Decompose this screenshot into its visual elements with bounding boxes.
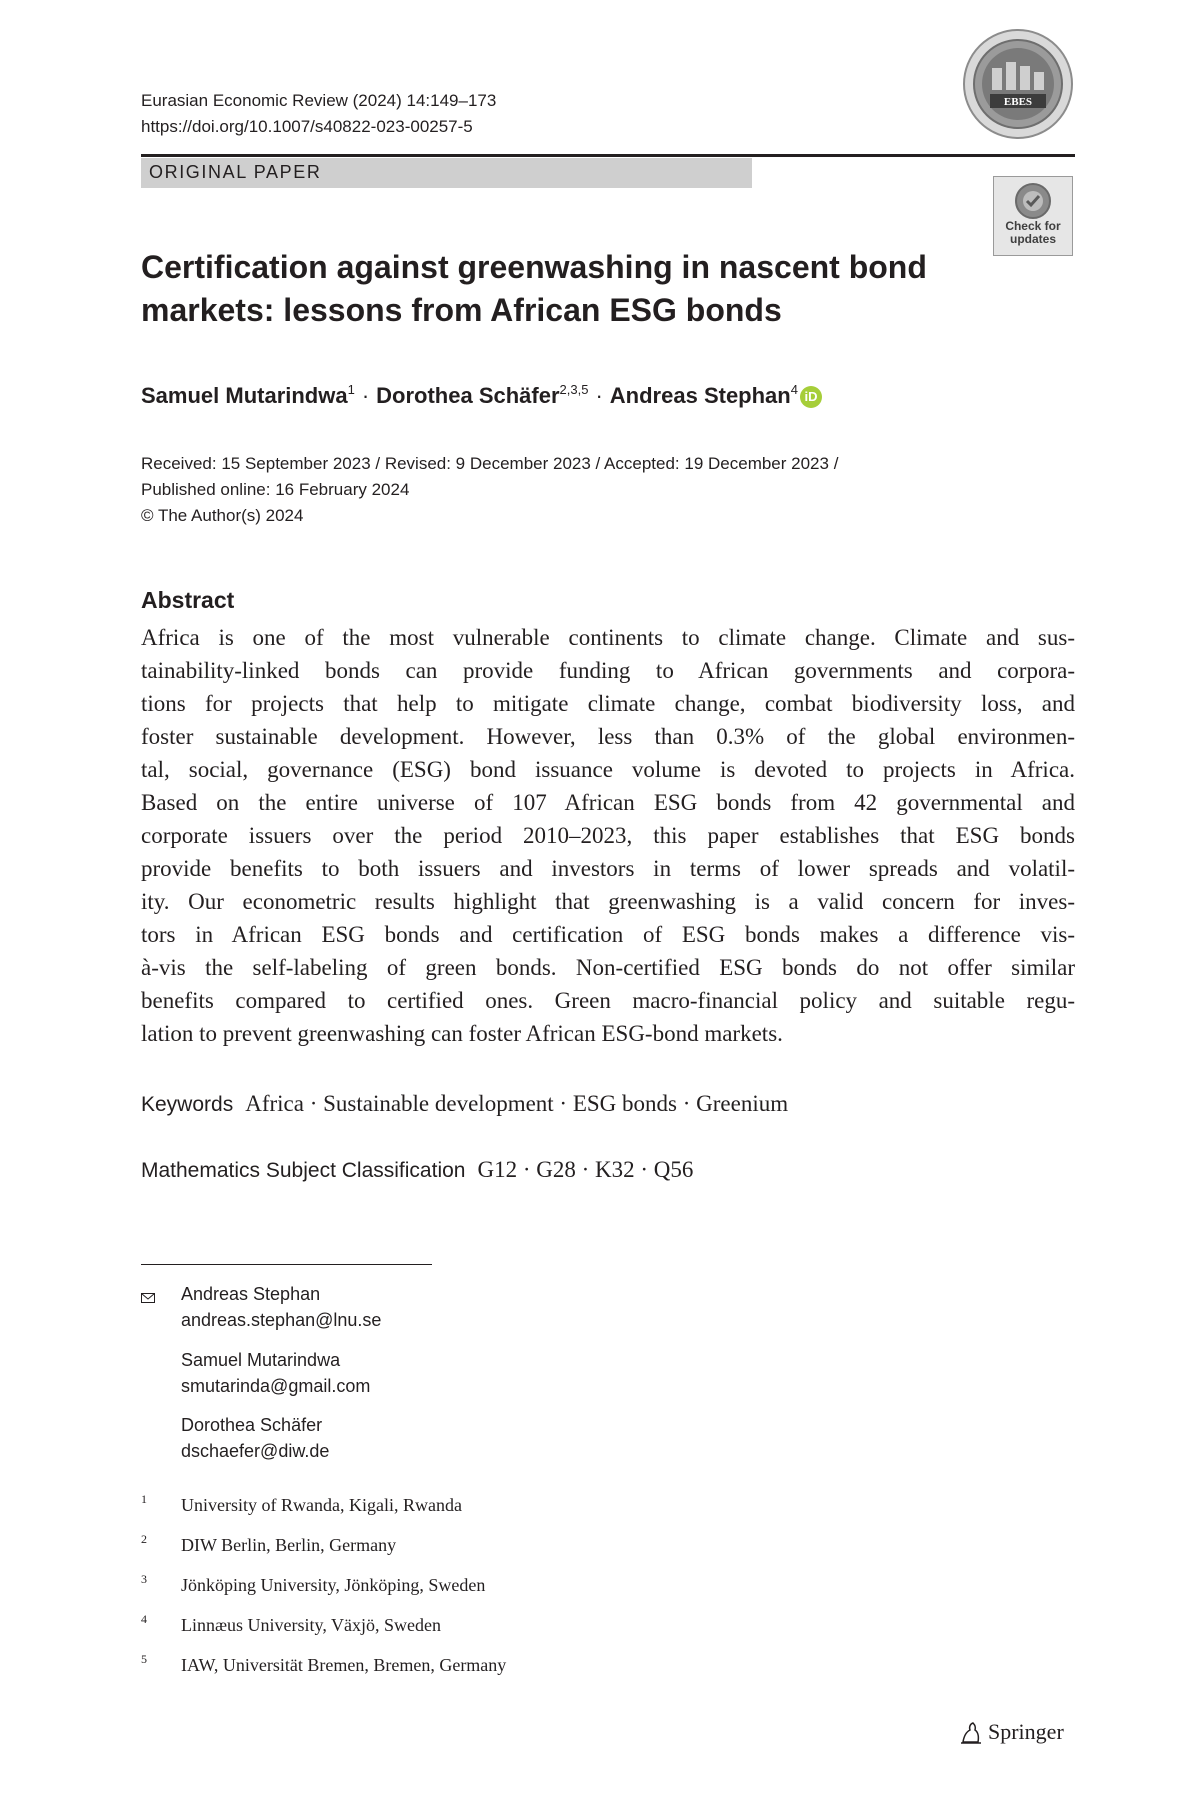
abstract-body (141, 621, 1075, 1050)
author-affiliation-ref: 1 (347, 382, 355, 397)
author-affiliation-ref: 2,3,5 (559, 382, 589, 397)
envelope-icon (141, 1290, 155, 1308)
keywords-line (141, 1089, 788, 1120)
contact-name: Andreas Stephan (181, 1284, 321, 1304)
abstract-line: tainability-linked bonds can provide funding to African governments and corpora- (141, 658, 1075, 683)
abstract-line: tions for projects that help to mitigate climate change, combat biodiversity loss, and (141, 691, 1075, 716)
abstract-line: lation to prevent greenwashing can foster African ESG-bond markets. (141, 1021, 783, 1046)
abstract-line: Based on the entire universe of 107 African ESG bonds from 42 governmental and (141, 790, 1075, 815)
header-rule (141, 154, 1075, 157)
abstract-line: foster sustainable development. However, less than 0.3% of the global environmen- (141, 724, 1075, 749)
contact-email[interactable]: andreas.stephan@lnu.se (181, 1310, 382, 1330)
abstract-line: Africa is one of the most vulnerable continents to climate change. Climate and sus- (141, 625, 1075, 650)
authors-line (141, 375, 822, 411)
author-name[interactable]: Andreas Stephan (609, 383, 791, 408)
affiliation-number: 1 (141, 1492, 147, 1506)
journal-citation: Eurasian Economic Review (2024) 14:149–173 (141, 91, 497, 110)
article-type-bar (141, 158, 752, 188)
contact-name: Samuel Mutarindwa (181, 1350, 341, 1370)
affiliation-text: Linnæus University, Växjö, Sweden (181, 1615, 441, 1635)
abstract-line: corporate issuers over the period 2010–2023, this paper establishes that ESG bonds (141, 823, 1075, 848)
affiliation-text: Jönköping University, Jönköping, Sweden (181, 1575, 486, 1595)
copyright-notice: © The Author(s) 2024 (141, 506, 304, 525)
keywords-text: Africa · Sustainable development · ESG bonds · Greenium (245, 1091, 789, 1116)
abstract-line: à-vis the self-labeling of green bonds. Non-certified ESG bonds do not offer similar (141, 955, 1075, 980)
orcid-icon[interactable]: iD (800, 386, 822, 408)
msc-codes: G12 · G28 · K32 · Q56 (477, 1157, 694, 1182)
author-contact (181, 1347, 370, 1399)
paper-title (141, 246, 961, 332)
affiliation-text: IAW, Universität Bremen, Bremen, Germany (181, 1655, 507, 1675)
contact-email[interactable]: dschaefer@diw.de (181, 1441, 330, 1461)
publication-dates: Received: 15 September 2023 / Revised: 9 December 2023 / Accepted: 19 December 2023 / (141, 454, 839, 473)
ebes-society-logo-icon (962, 28, 1074, 140)
author-affiliation-ref: 4 (790, 382, 798, 397)
author-separator: · (595, 383, 603, 408)
abstract-line: tal, social, governance (ESG) bond issuance volume is devoted to projects in Africa. (141, 757, 1075, 782)
author-separator: · (361, 383, 370, 408)
author-name[interactable]: Dorothea Schäfer (376, 383, 560, 408)
society-logo-text: EBES (1003, 96, 1033, 108)
msc-line (141, 1155, 693, 1186)
affiliation-text: DIW Berlin, Berlin, Germany (181, 1535, 397, 1555)
abstract-line: ity. Our econometric results highlight that greenwashing is a valid concern for inves- (141, 889, 1075, 914)
affiliation-number: 5 (141, 1652, 147, 1666)
crossmark-button[interactable] (993, 176, 1073, 256)
publisher-name: Springer (988, 1719, 1064, 1744)
author-contact (181, 1412, 329, 1464)
abstract-line: provide benefits to both issuers and investors in terms of lower spreads and volatil- (141, 856, 1075, 881)
msc-label: Mathematics Subject Classification (141, 1159, 466, 1182)
affiliation-number: 3 (141, 1572, 147, 1586)
crossmark-label: Check for updates (1005, 219, 1061, 246)
affiliation-text: University of Rwanda, Kigali, Rwanda (181, 1495, 462, 1515)
corresponding-author-contact (181, 1281, 381, 1333)
footnote-rule (141, 1264, 432, 1265)
abstract-line: tors in African ESG bonds and certification of ESG bonds makes a difference vis- (141, 922, 1075, 947)
affiliation-number: 2 (141, 1532, 147, 1546)
title-line-1: Certification against greenwashing in nascent bond (141, 249, 927, 285)
affiliation-number: 4 (141, 1612, 147, 1626)
doi-link[interactable]: https://doi.org/10.1007/s40822-023-00257-5 (141, 117, 473, 136)
abstract-line: benefits compared to certified ones. Green macro-financial policy and suitable regu- (141, 988, 1075, 1013)
article-type-label: ORIGINAL PAPER (149, 162, 322, 182)
springer-horse-icon (958, 1720, 984, 1746)
published-online-date: Published online: 16 February 2024 (141, 480, 410, 499)
author-name[interactable]: Samuel Mutarindwa (141, 383, 348, 408)
contact-name: Dorothea Schäfer (181, 1415, 323, 1435)
title-line-2: markets: lessons from African ESG bonds (141, 292, 782, 328)
contact-email[interactable]: smutarinda@gmail.com (181, 1376, 371, 1396)
keywords-label: Keywords (141, 1093, 234, 1116)
abstract-heading: Abstract (141, 587, 235, 613)
